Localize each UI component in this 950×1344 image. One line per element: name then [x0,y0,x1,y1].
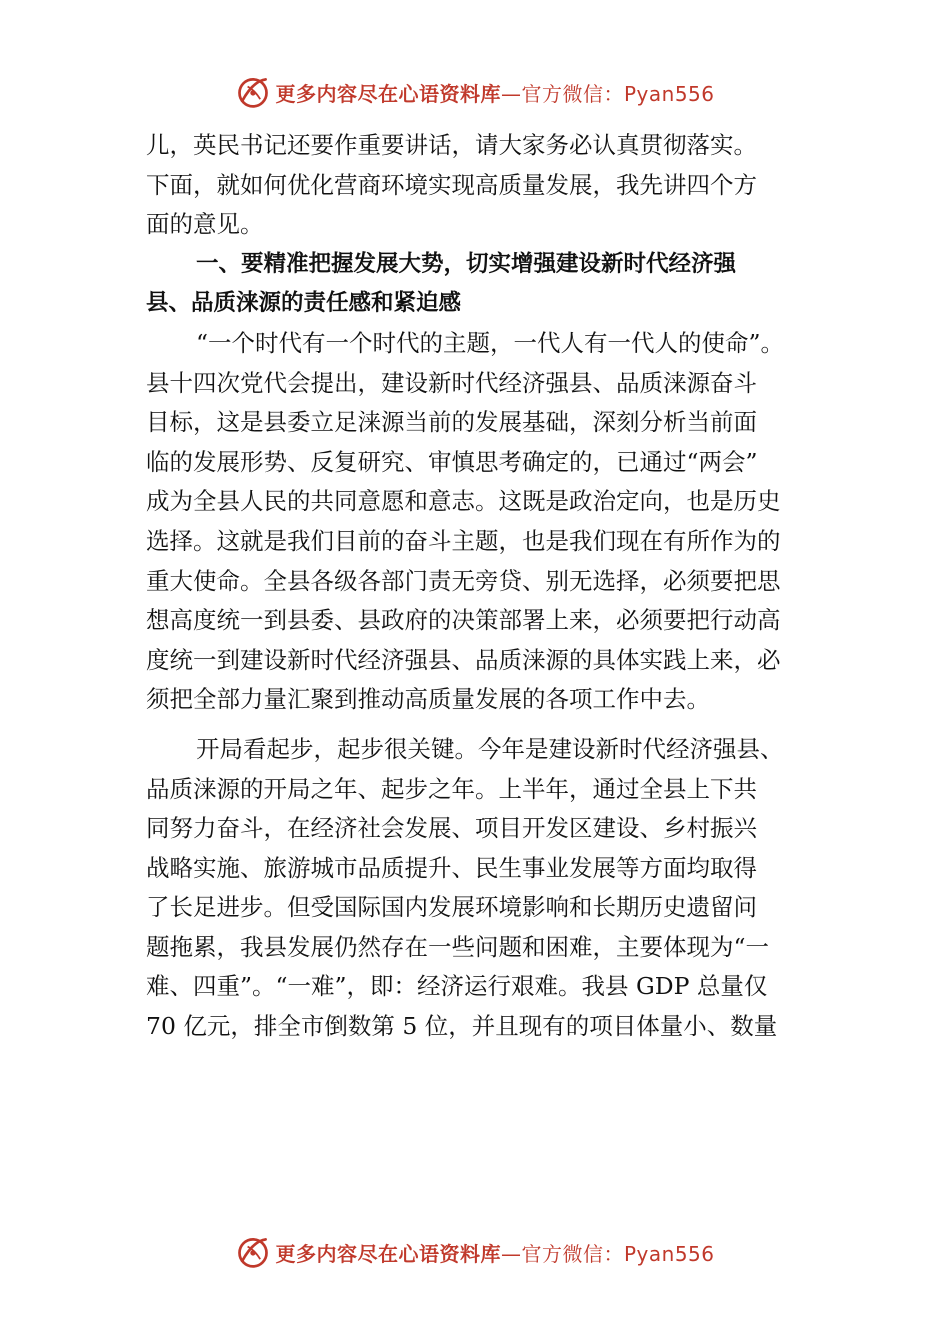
text-line: 须把全部力量汇聚到推动高质量发展的各项工作中去。 [146,685,710,714]
text-line: 县十四次党代会提出，建设新时代经济强县、品质涞源奋斗 [146,368,757,397]
text-line: 品质涞源的开局之年、起步之年。上半年，通过全县上下共 [146,774,757,803]
text-line: “一个时代有一个时代的主题，一代人有一代人的使命”。 [196,328,785,357]
watermark-banner-bottom [0,1230,950,1274]
watermark-id: Pyan556 [623,1241,715,1266]
brush-logo-icon [235,74,271,110]
text-line: 儿，英民书记还要作重要讲话，请大家务必认真贯彻落实。 [146,131,757,159]
heading-line: 县、品质涞源的责任感和紧迫感 [146,290,462,317]
watermark-dash: — [500,1241,522,1266]
paragraph-theme [146,324,806,720]
text-line: 下面，就如何优化营商环境实现高质量发展，我先讲四个方 [146,170,757,199]
text-line: 选择。这就是我们目前的奋斗主题，也是我们现在有所作为的 [146,526,781,555]
brush-logo-icon [235,1234,271,1270]
section-heading-1 [146,245,806,324]
watermark-text [275,78,714,107]
text-line: 重大使命。全县各级各部门责无旁贷、别无选择，必须要把思 [146,566,781,595]
text-line: 70 亿元，排全市倒数第 5 位，并且现有的项目体量小、数量 [146,1012,778,1041]
watermark-label: 官方微信： [521,81,624,106]
paragraph-intro [146,126,806,245]
document-body [146,126,806,1047]
heading-line: 一、要精准把握发展大势，切实增强建设新时代经济强 [196,250,737,277]
watermark-dash: — [500,81,522,106]
text-line: 难、四重”。“一难”，即：经济运行艰难。我县 GDP 总量仅 [146,972,768,1001]
text-line: 面的意见。 [146,210,264,239]
watermark-text [275,1238,714,1267]
watermark-banner-top [0,70,950,114]
text-line: 同努力奋斗，在经济社会发展、项目开发区建设、乡村振兴 [146,814,757,843]
paragraph-start [146,730,806,1047]
text-line: 题拖累，我县发展仍然存在一些问题和困难，主要体现为“一 [146,932,770,961]
text-line: 度统一到建设新时代经济强县、品质涞源的具体实践上来，必 [146,645,781,674]
text-line: 临的发展形势、反复研究、审慎思考确定的，已通过“两会” [146,447,758,476]
watermark-prefix: 更多内容尽在心语资料库 [275,1241,501,1266]
watermark-prefix: 更多内容尽在心语资料库 [275,81,501,106]
watermark-id: Pyan556 [623,81,715,106]
text-line: 想高度统一到县委、县政府的决策部署上来，必须要把行动高 [146,606,781,635]
text-line: 开局看起步，起步很关键。今年是建设新时代经济强县、 [196,734,784,763]
paragraph-gap [146,720,806,730]
text-line: 战略实施、旅游城市品质提升、民生事业发展等方面均取得 [146,853,757,882]
text-line: 目标，这是县委立足涞源当前的发展基础，深刻分析当前面 [146,408,757,437]
text-line: 成为全县人民的共同意愿和意志。这既是政治定向，也是历史 [146,487,781,516]
watermark-label: 官方微信： [521,1241,624,1266]
text-line: 了长足进步。但受国际国内发展环境影响和长期历史遗留问 [146,893,757,922]
